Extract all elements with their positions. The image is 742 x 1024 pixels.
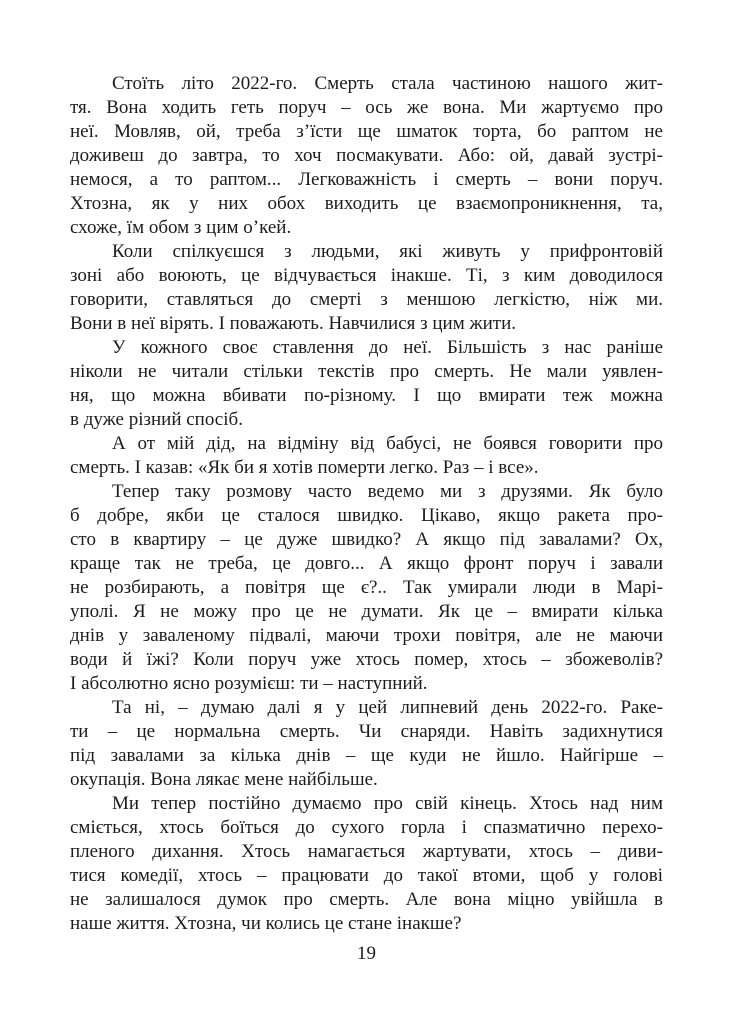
text-line: схоже, їм обом з цим о’кей. xyxy=(70,217,292,238)
paragraph xyxy=(70,336,663,432)
text-line: зоні або воюють, це відчувається інакше. Ті, з ким доводилося xyxy=(70,265,663,286)
text-line: ня, що можна вбивати по-різному. І що вмирати теж можна xyxy=(70,385,663,406)
text-line: під завалами за кілька днів – ще куди не йшло. Найгірше – xyxy=(70,745,663,766)
text-line: тя. Вона ходить геть поруч – ось же вона. Ми жартуємо про xyxy=(70,97,663,118)
text-line: Стоїть літо 2022-го. Смерть стала частиною нашого жит- xyxy=(112,73,663,94)
paragraph xyxy=(70,792,663,936)
paragraph xyxy=(70,696,663,792)
text-line: Тепер таку розмову часто ведемо ми з друзями. Як було xyxy=(112,481,663,502)
text-line: б добре, якби це сталося швидко. Цікаво, якщо ракета про- xyxy=(70,505,663,526)
text-line: води й їжі? Коли поруч уже хтось помер, хтось – збожеволів? xyxy=(70,649,663,670)
paragraph xyxy=(70,240,663,336)
text-line: Та ні, – думаю далі я у цей липневий день 2022-го. Раке- xyxy=(112,697,663,718)
text-line: доживеш до завтра, то хоч посмакувати. Або: ой, давай зустрі- xyxy=(70,145,663,166)
text-line: Ми тепер постійно думаємо про свій кінець. Хтось над ним xyxy=(112,793,663,814)
text-line: ніколи не читали стільки текстів про смерть. Не мали уявлен- xyxy=(70,361,663,382)
paragraph xyxy=(70,480,663,696)
text-line: У кожного своє ставлення до неї. Більшість з нас раніше xyxy=(112,337,663,358)
text-line: тися комедії, хтось – працювати до такої втоми, щоб у голові xyxy=(70,865,663,886)
text-line: А от мій дід, на відміну від бабусі, не боявся говорити про xyxy=(112,433,663,454)
text-line: сміється, хтось боїться до сухого горла і спазматично перехо- xyxy=(70,817,663,838)
text-line: наше життя. Хтозна, чи колись це стане інакше? xyxy=(70,913,462,934)
text-line: Хтозна, як у них обох виходить це взаємопроникнення, та, xyxy=(70,193,663,214)
text-line: Вони в неї вірять. І поважають. Навчилися з цим жити. xyxy=(70,313,517,334)
text-line: говорити, ставляться до смерті з меншою легкістю, ніж ми. xyxy=(70,289,663,310)
text-line: немося, а то раптом... Легковажність і смерть – вони поруч. xyxy=(70,169,663,190)
text-line: сто в квартиру – це дуже швидко? А якщо під завалами? Ох, xyxy=(70,529,663,550)
text-line: пленого дихання. Хтось намагається жартувати, хтось – диви- xyxy=(70,841,663,862)
text-line: ти – це нормальна смерть. Чи снаряди. Навіть задихнутися xyxy=(70,721,663,742)
text-line: окупація. Вона лякає мене найбільше. xyxy=(70,769,378,790)
page-number: 19 xyxy=(357,943,376,964)
text-line: смерть. І казав: «Як би я хотів померти легко. Раз – і все». xyxy=(70,457,539,478)
text-line: не залишалося думок про смерть. Але вона міцно увійшла в xyxy=(70,889,663,910)
text-line: уполі. Я не можу про це не думати. Як це – вмирати кілька xyxy=(70,601,663,622)
text-line: в дуже різний спосіб. xyxy=(70,409,243,430)
paragraph xyxy=(70,72,663,240)
text-line: днів у заваленому підвалі, маючи трохи повітря, але не маючи xyxy=(70,625,663,646)
text-line: неї. Мовляв, ой, треба з’їсти ще шматок торта, бо раптом не xyxy=(70,121,663,142)
paragraph xyxy=(70,432,663,480)
text-line: не розбирають, а повітря ще є?.. Так умирали люди в Марі- xyxy=(70,577,663,598)
text-line: краще так не треба, це довго... А якщо фронт поруч і завали xyxy=(70,553,663,574)
text-line: Коли спілкуєшся з людьми, які живуть у прифронтовій xyxy=(112,241,663,262)
text-line: І абсолютно ясно розумієш: ти – наступний. xyxy=(70,673,428,694)
text-block xyxy=(70,72,663,936)
